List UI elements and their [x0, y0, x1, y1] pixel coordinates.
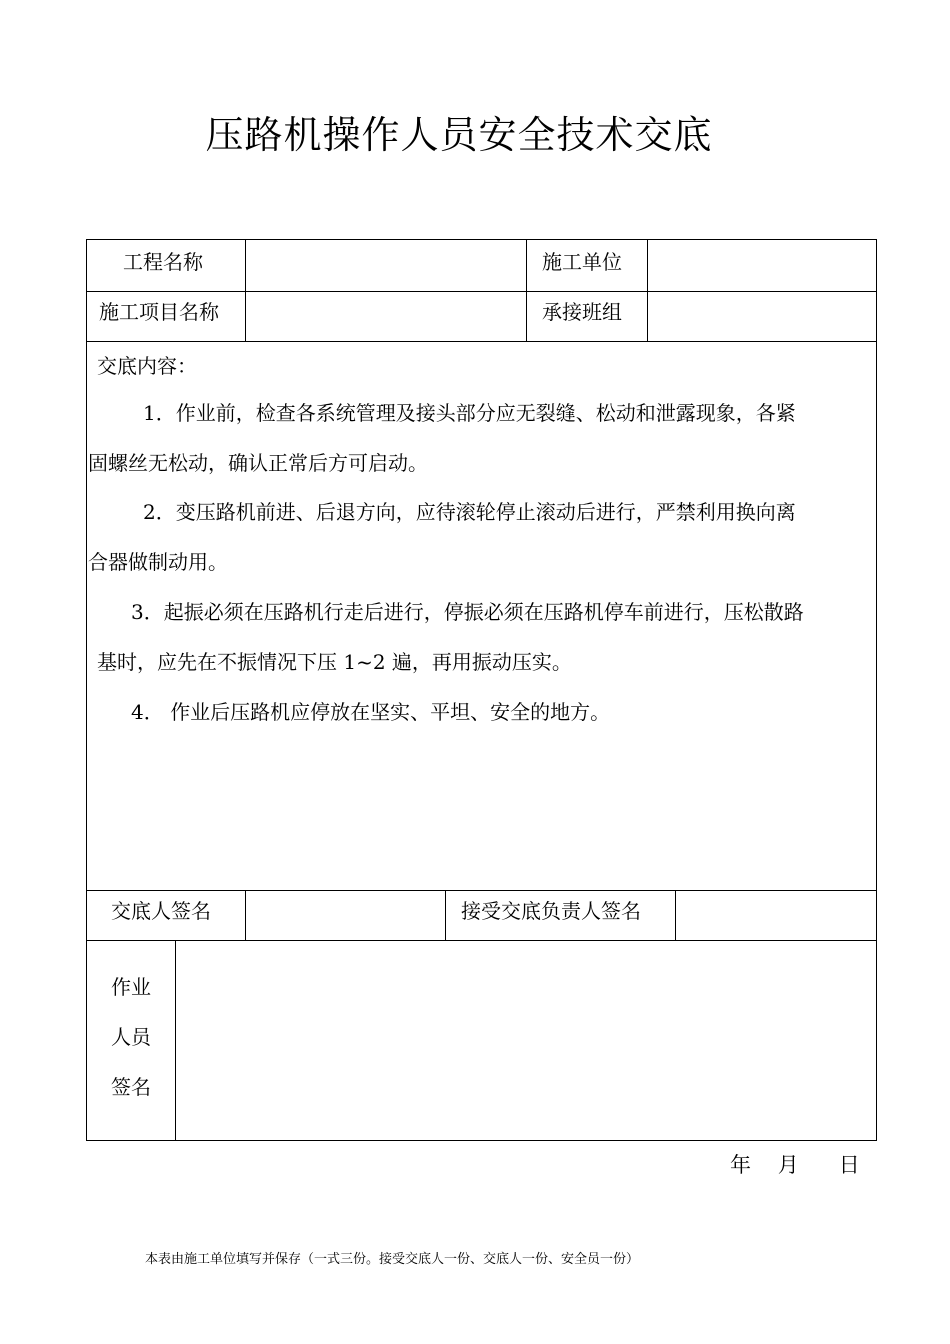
- construction-unit-field[interactable]: [655, 250, 870, 280]
- worker-label-line3: 签名: [111, 1075, 151, 1099]
- column-divider: [647, 240, 648, 341]
- document-title: 压路机操作人员安全技术交底: [205, 113, 713, 157]
- column-divider: [175, 940, 176, 1141]
- content-item-1-line2: 固螺丝无松动，确认正常后方可启动。: [88, 451, 428, 475]
- receiver-signature-field[interactable]: [683, 899, 868, 929]
- content-item-4-line1: 4． 作业后压路机应停放在坚实、平坦、安全的地方。: [131, 700, 611, 724]
- content-item-3-line1: 3．起振必须在压路机行走后进行，停振必须在压路机停车前进行，压松散路: [131, 600, 804, 624]
- worker-signature-label: [87, 962, 175, 1112]
- construction-unit-label: 施工单位: [542, 250, 622, 274]
- project-name-field[interactable]: [253, 250, 518, 280]
- content-item-1-line1: 1．作业前，检查各系统管理及接头部分应无裂缝、松动和泄露现象，各紧: [143, 401, 796, 425]
- item-name-label: 施工项目名称: [99, 300, 219, 324]
- column-divider: [245, 240, 246, 341]
- project-name-label: 工程名称: [123, 250, 203, 274]
- content-item-3-line2: 基时，应先在不振情况下压 1~2 遍，再用振动压实。: [97, 650, 572, 674]
- worker-signature-field[interactable]: [183, 950, 873, 1130]
- date-line: 年 月 日: [730, 1153, 860, 1177]
- team-field[interactable]: [655, 300, 870, 330]
- worker-label-line1: 作业: [111, 975, 151, 999]
- content-heading: 交底内容：: [97, 354, 197, 378]
- briefer-signature-label: 交底人签名: [111, 899, 211, 923]
- worker-label-line2: 人员: [111, 1025, 151, 1049]
- content-item-2-line2: 合器做制动用。: [88, 550, 228, 574]
- item-name-field[interactable]: [253, 300, 518, 330]
- column-divider: [675, 890, 676, 940]
- column-divider: [245, 890, 246, 940]
- briefing-form: [86, 239, 877, 1141]
- briefing-content: [88, 341, 870, 890]
- row-divider: [87, 890, 876, 891]
- briefer-signature-field[interactable]: [253, 899, 438, 929]
- footer-note: 本表由施工单位填写并保存（一式三份。接受交底人一份、交底人一份、安全员一份）: [145, 1252, 640, 1267]
- row-divider: [87, 291, 876, 292]
- column-divider: [526, 240, 527, 341]
- row-divider: [87, 940, 876, 941]
- content-item-2-line1: 2．变压路机前进、后退方向，应待滚轮停止滚动后进行，严禁利用换向离: [143, 500, 796, 524]
- column-divider: [445, 890, 446, 940]
- team-label: 承接班组: [542, 300, 622, 324]
- receiver-signature-label: 接受交底负责人签名: [461, 899, 641, 923]
